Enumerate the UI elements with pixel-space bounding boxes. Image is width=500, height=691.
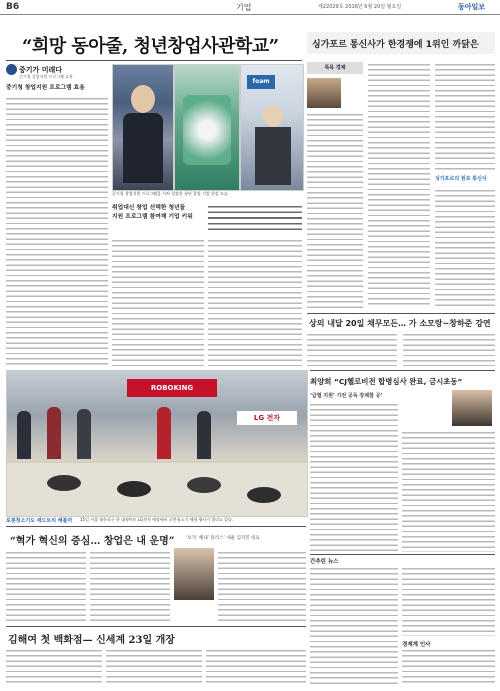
right-highlight: 싱가포르의 원로 통신사 bbox=[435, 176, 487, 182]
section-label: 기업 bbox=[236, 3, 252, 12]
bottom-left-col3 bbox=[218, 550, 306, 622]
news-brief-label: 간추린 뉴스 bbox=[310, 559, 339, 565]
right-bottom-quote: ‘급협 지원’ 가전 공독 장제함 공’ bbox=[310, 393, 383, 399]
bottom-left-subtitle: ‘보가’ 해내’ 틀러스’ 세운 김지민 대표 bbox=[186, 536, 260, 541]
right-article-col1 bbox=[307, 112, 363, 308]
photo-office: foam bbox=[240, 64, 304, 191]
article-kicker: 중기청 창업지원 프로그램 효용 bbox=[6, 85, 85, 91]
robot-cleaner-event-photo: ROBOKING LG 전자 bbox=[6, 370, 308, 517]
middle-right-col2 bbox=[403, 332, 495, 366]
right-article-col3 bbox=[435, 62, 495, 172]
right-article-col2 bbox=[368, 62, 430, 308]
subhead-1: 취업대신 창업 선택한 청년들 bbox=[112, 205, 186, 211]
bottom-left-col1 bbox=[6, 550, 86, 622]
big-photo-caption-title: 로봇청소기도 애드트리 해볼까 bbox=[6, 518, 73, 524]
right-headline: 싱가포르 통신사가 한경쟁에 1위인 까닭은 bbox=[312, 40, 479, 50]
econ-people-label: 경제계 인사 bbox=[402, 642, 431, 648]
second-headline: 김해여 첫 백화점— 신세계 23일 개장 bbox=[8, 635, 175, 646]
right-article-col4 bbox=[435, 188, 495, 308]
article-body-mid2 bbox=[208, 238, 302, 366]
divider bbox=[307, 313, 495, 314]
page-number: B6 bbox=[6, 2, 20, 12]
company-subtitle: 중기청 창업지원 프로그램 효용 bbox=[19, 74, 74, 79]
company-logo-icon bbox=[6, 64, 17, 75]
right-bottom-col1 bbox=[310, 402, 398, 552]
photo-founder bbox=[112, 64, 174, 191]
photo-product bbox=[174, 64, 240, 191]
article-subhead-text bbox=[208, 204, 302, 234]
second-article-col2 bbox=[106, 648, 202, 686]
minister-photo bbox=[452, 390, 492, 426]
ceo-photo bbox=[174, 548, 214, 600]
divider bbox=[310, 370, 495, 371]
divider bbox=[6, 526, 306, 527]
newspaper-brand: 동아일보 bbox=[458, 3, 486, 11]
right-bottom-headline: 최양희 “CJ헬로비전 합병심사 완료, 금시초동” bbox=[310, 377, 463, 386]
article-body-mid1 bbox=[112, 238, 204, 366]
news-brief-col2 bbox=[402, 566, 495, 636]
columnist-photo bbox=[307, 78, 341, 108]
right-bottom-col2 bbox=[402, 430, 495, 552]
company-title: 중기가 미래다 bbox=[19, 66, 63, 74]
second-article-col1 bbox=[6, 648, 102, 686]
main-headline: “희망 동아줄, 청년창업사관학교” bbox=[22, 36, 279, 57]
middle-right-col1 bbox=[307, 332, 397, 366]
publication-info: 제22029호 2016년 6월 20일 월요일 bbox=[318, 4, 402, 10]
photo-caption: 중기청 창업지원 프로그램을 거쳐 성장한 청년 창업 기업 현장 모습. bbox=[112, 191, 230, 196]
subhead-2: 지원 프로그램 참여해 기업 키워 bbox=[112, 214, 193, 220]
middle-right-headline: 상의 내달 20일 채무모든… 가 소모랑~창하준 강연 bbox=[309, 319, 491, 328]
bottom-left-col2 bbox=[90, 550, 170, 622]
big-photo-caption: 15일 서울 영등포구 한 대형마트 LG전자 매장에서 로봇청소기 체험 행사가 열리고 있다. bbox=[80, 517, 234, 522]
second-article-col3 bbox=[206, 648, 306, 686]
econ-people-text bbox=[402, 648, 495, 686]
news-brief-col1 bbox=[310, 566, 398, 686]
column-label: 특목 경제 bbox=[307, 62, 363, 74]
divider bbox=[6, 60, 302, 61]
bottom-left-headline: “혁가 혁신의 증심… 창업은 내 운명” bbox=[10, 536, 175, 547]
article-body-left bbox=[6, 96, 108, 366]
divider bbox=[6, 626, 306, 627]
divider bbox=[310, 554, 495, 555]
